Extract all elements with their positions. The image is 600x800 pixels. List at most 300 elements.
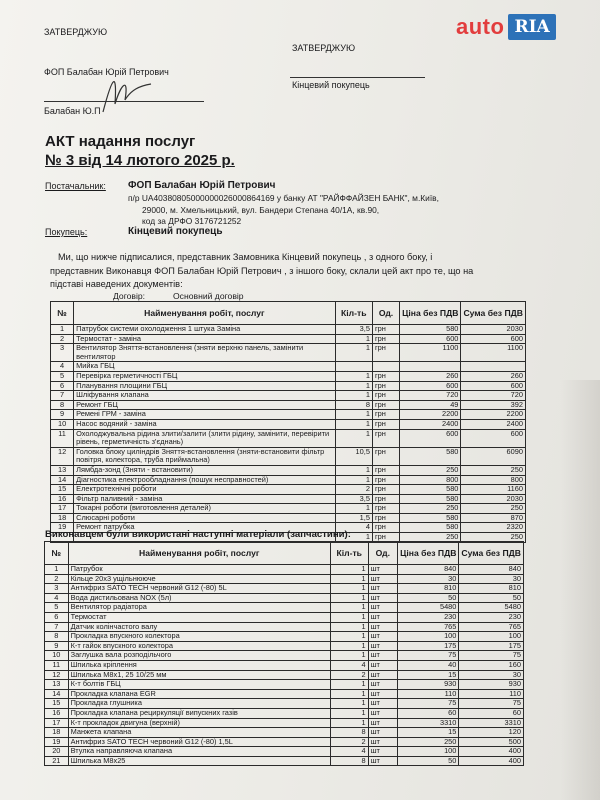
services-cell-sum: 2030 <box>461 325 526 335</box>
approval-left-signature: Балабан Ю.П <box>44 106 101 116</box>
services-cell-name: Фільтр паливний - заміна <box>74 494 335 504</box>
materials-cell-number: 4 <box>45 593 69 603</box>
materials-cell-unit: шт <box>368 728 398 738</box>
materials-cell-price: 930 <box>398 680 459 690</box>
materials-cell-qty: 8 <box>330 756 368 766</box>
services-row <box>51 371 526 381</box>
materials-cell-price: 110 <box>398 689 459 699</box>
services-cell-unit: грн <box>372 410 399 420</box>
services-cell-sum: 1160 <box>461 485 526 495</box>
services-cell-unit: грн <box>372 475 399 485</box>
services-cell-name: Ремені ГРМ - заміна <box>74 410 335 420</box>
services-cell-qty: 1 <box>335 533 372 543</box>
services-cell-price: 580 <box>400 523 461 533</box>
services-cell-qty: 1 <box>335 344 372 362</box>
services-cell-price: 250 <box>400 465 461 475</box>
services-cell-name: Термостат - заміна <box>74 334 335 344</box>
act-number: № 3 від 14 лютого 2025 р. <box>45 152 235 169</box>
services-cell-qty: 2 <box>335 485 372 495</box>
services-row <box>51 344 526 362</box>
services-cell-qty: 1 <box>335 381 372 391</box>
services-cell-number: 9 <box>51 410 74 420</box>
materials-cell-name: Антифриз SATO TECH червоний G12 (-80) 5L <box>68 584 330 594</box>
page-shadow <box>560 380 600 800</box>
services-row <box>51 334 526 344</box>
services-cell-unit: грн <box>372 504 399 514</box>
materials-header-price: Ціна без ПДВ <box>398 542 459 565</box>
materials-row <box>45 603 524 613</box>
services-cell-number: 3 <box>51 344 74 362</box>
services-cell-number: 5 <box>51 371 74 381</box>
approval-left-name: ФОП Балабан Юрій Петрович <box>44 67 169 77</box>
materials-cell-name: Вода дистильована NOX (5л) <box>68 593 330 603</box>
services-cell-price: 600 <box>400 429 461 447</box>
materials-cell-number: 11 <box>45 660 69 670</box>
services-cell-number: 7 <box>51 391 74 401</box>
services-cell-name: Планування площини ГБЦ <box>74 381 335 391</box>
materials-cell-sum: 50 <box>459 593 524 603</box>
buyer-name: Кінцевий покупець <box>128 226 223 237</box>
materials-cell-price: 75 <box>398 699 459 709</box>
materials-cell-price: 810 <box>398 584 459 594</box>
services-cell-qty <box>335 362 372 372</box>
materials-cell-price: 30 <box>398 574 459 584</box>
services-cell-qty: 1 <box>335 504 372 514</box>
signature-line-right <box>290 77 425 78</box>
supplier-name: ФОП Балабан Юрій Петрович <box>128 180 276 191</box>
services-cell-number: 12 <box>51 447 74 465</box>
materials-row <box>45 584 524 594</box>
materials-cell-qty: 4 <box>330 660 368 670</box>
services-cell-qty: 1 <box>335 410 372 420</box>
materials-cell-qty: 4 <box>330 747 368 757</box>
intro-line-2: представник Виконавця ФОП Балабан Юрій Петрович , з іншого боку, склали цей акт про те, що на <box>50 266 474 276</box>
materials-cell-unit: шт <box>368 593 398 603</box>
services-cell-sum <box>461 362 526 372</box>
services-cell-price: 800 <box>400 475 461 485</box>
supplier-label: Постачальник: <box>45 181 106 191</box>
materials-cell-sum: 3310 <box>459 718 524 728</box>
materials-cell-price: 250 <box>398 737 459 747</box>
materials-cell-price: 765 <box>398 622 459 632</box>
materials-cell-qty: 1 <box>330 593 368 603</box>
services-row <box>51 504 526 514</box>
materials-cell-unit: шт <box>368 670 398 680</box>
materials-cell-sum: 75 <box>459 651 524 661</box>
services-header-unit: Од. <box>372 302 399 325</box>
services-cell-name: Ремонт патрубка <box>74 523 335 533</box>
materials-cell-unit: шт <box>368 737 398 747</box>
services-cell-price: 2200 <box>400 410 461 420</box>
materials-cell-sum: 160 <box>459 660 524 670</box>
materials-cell-sum: 100 <box>459 632 524 642</box>
materials-cell-name: К-т болтів ГБЦ <box>68 680 330 690</box>
materials-cell-price: 50 <box>398 756 459 766</box>
services-cell-sum: 392 <box>461 400 526 410</box>
materials-cell-unit: шт <box>368 747 398 757</box>
materials-cell-price: 5480 <box>398 603 459 613</box>
materials-cell-number: 13 <box>45 680 69 690</box>
services-cell-qty: 1 <box>335 475 372 485</box>
services-header-row <box>51 302 526 325</box>
services-cell-number: 6 <box>51 381 74 391</box>
materials-cell-number: 9 <box>45 641 69 651</box>
services-cell-qty: 1 <box>335 391 372 401</box>
services-cell-number: 4 <box>51 362 74 372</box>
materials-cell-price: 40 <box>398 660 459 670</box>
services-cell-price: 580 <box>400 447 461 465</box>
materials-cell-number: 6 <box>45 612 69 622</box>
materials-cell-number: 5 <box>45 603 69 613</box>
services-cell-sum: 250 <box>461 533 526 543</box>
materials-cell-sum: 120 <box>459 728 524 738</box>
approval-right-role: Кінцевий покупець <box>292 80 370 90</box>
services-cell-unit: грн <box>372 485 399 495</box>
materials-cell-qty: 1 <box>330 565 368 575</box>
materials-cell-number: 14 <box>45 689 69 699</box>
materials-cell-number: 3 <box>45 584 69 594</box>
materials-cell-price: 50 <box>398 593 459 603</box>
services-cell-qty: 4 <box>335 523 372 533</box>
act-title: АКТ надання послуг <box>45 133 196 150</box>
approval-left-heading: ЗАТВЕРДЖУЮ <box>44 27 108 37</box>
materials-cell-sum: 930 <box>459 680 524 690</box>
services-cell-number: 13 <box>51 465 74 475</box>
materials-row <box>45 689 524 699</box>
materials-cell-sum: 30 <box>459 670 524 680</box>
services-cell-sum: 800 <box>461 475 526 485</box>
services-cell-sum: 2320 <box>461 523 526 533</box>
materials-cell-unit: шт <box>368 651 398 661</box>
services-cell-price: 720 <box>400 391 461 401</box>
materials-cell-qty: 1 <box>330 612 368 622</box>
materials-row <box>45 756 524 766</box>
materials-cell-sum: 765 <box>459 622 524 632</box>
materials-cell-qty: 1 <box>330 603 368 613</box>
services-cell-sum: 2200 <box>461 410 526 420</box>
materials-cell-name: Прокладка клапана EGR <box>68 689 330 699</box>
materials-cell-unit: шт <box>368 641 398 651</box>
services-row <box>51 325 526 335</box>
materials-row <box>45 565 524 575</box>
materials-cell-sum: 110 <box>459 689 524 699</box>
materials-cell-qty: 1 <box>330 641 368 651</box>
materials-cell-sum: 60 <box>459 708 524 718</box>
materials-header-qty: Кіл-ть <box>330 542 368 565</box>
services-cell-number: 1 <box>51 325 74 335</box>
services-cell-sum: 870 <box>461 513 526 523</box>
materials-cell-qty: 1 <box>330 680 368 690</box>
services-cell-price: 600 <box>400 381 461 391</box>
materials-row <box>45 728 524 738</box>
materials-cell-price: 100 <box>398 632 459 642</box>
materials-row <box>45 680 524 690</box>
materials-cell-unit: шт <box>368 660 398 670</box>
materials-cell-number: 16 <box>45 708 69 718</box>
materials-cell-name: К-т прокладок двигуна (верхній) <box>68 718 330 728</box>
materials-cell-qty: 1 <box>330 632 368 642</box>
services-cell-qty: 3,5 <box>335 325 372 335</box>
services-row <box>51 419 526 429</box>
materials-header-sum: Сума без ПДВ <box>459 542 524 565</box>
services-cell-unit: грн <box>372 400 399 410</box>
services-cell-qty: 10,5 <box>335 447 372 465</box>
services-cell-unit: грн <box>372 513 399 523</box>
services-cell-number: 10 <box>51 419 74 429</box>
services-cell-qty: 1 <box>335 371 372 381</box>
services-cell-qty: 1 <box>335 334 372 344</box>
services-row <box>51 362 526 372</box>
materials-cell-name: Патрубок <box>68 565 330 575</box>
materials-cell-name: Прокладка глушника <box>68 699 330 709</box>
contract-label: Договір: <box>113 291 146 301</box>
materials-cell-price: 3310 <box>398 718 459 728</box>
services-cell-price: 580 <box>400 494 461 504</box>
services-cell-price: 250 <box>400 533 461 543</box>
materials-cell-qty: 1 <box>330 718 368 728</box>
services-cell-name: Ремонт ГБЦ <box>74 400 335 410</box>
services-cell-unit: грн <box>372 344 399 362</box>
materials-cell-unit: шт <box>368 584 398 594</box>
auto-ria-watermark <box>456 14 556 40</box>
services-cell-unit: грн <box>372 533 399 543</box>
materials-row <box>45 747 524 757</box>
services-cell-unit: грн <box>372 334 399 344</box>
materials-cell-unit: шт <box>368 680 398 690</box>
services-cell-sum: 600 <box>461 334 526 344</box>
materials-cell-number: 2 <box>45 574 69 584</box>
services-row <box>51 475 526 485</box>
services-cell-sum: 1100 <box>461 344 526 362</box>
services-cell-name: Мийка ГБЦ <box>74 362 335 372</box>
services-cell-sum: 720 <box>461 391 526 401</box>
materials-cell-sum: 400 <box>459 756 524 766</box>
services-table <box>50 301 526 543</box>
services-cell-unit: грн <box>372 391 399 401</box>
materials-row <box>45 651 524 661</box>
services-cell-qty: 1 <box>335 465 372 475</box>
services-cell-unit <box>372 362 399 372</box>
services-row <box>51 391 526 401</box>
services-cell-price: 2400 <box>400 419 461 429</box>
materials-cell-name: К-т гайок впускного колектора <box>68 641 330 651</box>
materials-cell-qty: 1 <box>330 574 368 584</box>
services-cell-price <box>400 362 461 372</box>
materials-cell-sum: 175 <box>459 641 524 651</box>
materials-cell-price: 15 <box>398 728 459 738</box>
services-cell-number: 19 <box>51 523 74 533</box>
services-cell-name: Патрубок системи охолодження 1 штука Заміна <box>74 325 335 335</box>
services-cell-name: Шліфування клапана <box>74 391 335 401</box>
materials-row <box>45 660 524 670</box>
materials-cell-sum: 810 <box>459 584 524 594</box>
materials-cell-number: 20 <box>45 747 69 757</box>
services-cell-name: Слюсарні роботи <box>74 513 335 523</box>
signature-scribble-icon <box>95 64 155 119</box>
materials-header-name: Найменування робіт, послуг <box>68 542 330 565</box>
materials-cell-unit: шт <box>368 699 398 709</box>
services-cell-sum: 250 <box>461 504 526 514</box>
materials-cell-sum: 840 <box>459 565 524 575</box>
services-cell-sum: 250 <box>461 465 526 475</box>
materials-cell-qty: 2 <box>330 670 368 680</box>
materials-cell-qty: 1 <box>330 622 368 632</box>
materials-cell-name: Прокладка впускного колектора <box>68 632 330 642</box>
materials-cell-unit: шт <box>368 622 398 632</box>
services-cell-unit: грн <box>372 447 399 465</box>
services-cell-name: Перевірка герметичності ГБЦ <box>74 371 335 381</box>
services-cell-price: 250 <box>400 504 461 514</box>
materials-cell-number: 1 <box>45 565 69 575</box>
materials-cell-number: 10 <box>45 651 69 661</box>
services-cell-name: Діагностика електрообладнання (пошук несправностей) <box>74 475 335 485</box>
services-row <box>51 429 526 447</box>
services-header-number: № <box>51 302 74 325</box>
materials-cell-name: Шпилька М8x1, 25 10/25 мм <box>68 670 330 680</box>
materials-row <box>45 708 524 718</box>
materials-cell-sum: 500 <box>459 737 524 747</box>
services-cell-unit: грн <box>372 381 399 391</box>
services-cell-qty: 3,5 <box>335 494 372 504</box>
materials-cell-unit: шт <box>368 708 398 718</box>
materials-cell-price: 230 <box>398 612 459 622</box>
materials-cell-sum: 400 <box>459 747 524 757</box>
services-cell-qty: 1,5 <box>335 513 372 523</box>
services-cell-name: Охолоджувальна рідина злити/залити (злити рідину, замінити, перевірити рівень, герметичність з'єднань) <box>74 429 335 447</box>
services-cell-price: 260 <box>400 371 461 381</box>
materials-cell-qty: 8 <box>330 728 368 738</box>
materials-cell-sum: 30 <box>459 574 524 584</box>
materials-cell-price: 75 <box>398 651 459 661</box>
services-cell-sum: 600 <box>461 381 526 391</box>
materials-cell-number: 21 <box>45 756 69 766</box>
materials-cell-name: Кільце 20x3 ущільнююче <box>68 574 330 584</box>
services-cell-sum: 2030 <box>461 494 526 504</box>
services-cell-number: 8 <box>51 400 74 410</box>
materials-row <box>45 622 524 632</box>
services-cell-qty: 1 <box>335 419 372 429</box>
services-row <box>51 447 526 465</box>
materials-row <box>45 612 524 622</box>
materials-cell-name: Манжета клапана <box>68 728 330 738</box>
services-cell-unit: грн <box>372 494 399 504</box>
services-row <box>51 381 526 391</box>
materials-cell-number: 19 <box>45 737 69 747</box>
materials-cell-unit: шт <box>368 632 398 642</box>
materials-cell-sum: 5480 <box>459 603 524 613</box>
materials-row <box>45 641 524 651</box>
materials-cell-name: Втулка направляюча клапана <box>68 747 330 757</box>
materials-cell-number: 7 <box>45 622 69 632</box>
materials-header-unit: Од. <box>368 542 398 565</box>
supplier-code: код за ДРФО 3176721252 <box>142 216 242 226</box>
materials-row <box>45 670 524 680</box>
materials-cell-name: Заглушка вала розподільчого <box>68 651 330 661</box>
materials-heading: Виконавцем були використані наступні матеріали (запчастини): <box>45 529 351 540</box>
materials-cell-sum: 75 <box>459 699 524 709</box>
materials-cell-sum: 230 <box>459 612 524 622</box>
services-cell-number: 17 <box>51 504 74 514</box>
materials-row <box>45 632 524 642</box>
materials-row <box>45 593 524 603</box>
supplier-account: п/р UA403808050000000260008641​69 у банку АТ "РАЙФФАЙЗЕН БАНК", м.Київ, <box>128 193 439 203</box>
services-cell-sum: 600 <box>461 429 526 447</box>
services-cell-price: 1100 <box>400 344 461 362</box>
services-cell-number: 18 <box>51 513 74 523</box>
watermark-auto-text: auto <box>456 14 505 39</box>
materials-cell-name: Шпилька кріплення <box>68 660 330 670</box>
materials-cell-number: 18 <box>45 728 69 738</box>
services-row <box>51 494 526 504</box>
services-cell-number: 16 <box>51 494 74 504</box>
materials-cell-number: 17 <box>45 718 69 728</box>
materials-cell-unit: шт <box>368 689 398 699</box>
services-cell-name: Вентилятор Зняття-встановлення (зняти верхню панель, замінити вентилятор <box>74 344 335 362</box>
services-cell-number: 15 <box>51 485 74 495</box>
materials-row <box>45 737 524 747</box>
materials-cell-name: Вентилятор радіатора <box>68 603 330 613</box>
materials-cell-unit: шт <box>368 603 398 613</box>
services-cell-price: 580 <box>400 485 461 495</box>
services-cell-price: 49 <box>400 400 461 410</box>
services-header-name: Найменування робіт, послуг <box>74 302 335 325</box>
services-cell-sum: 260 <box>461 371 526 381</box>
materials-cell-name: Шпилька М8x25 <box>68 756 330 766</box>
contract-value: Основний договір <box>173 291 244 301</box>
services-header-qty: Кіл-ть <box>335 302 372 325</box>
materials-cell-qty: 1 <box>330 708 368 718</box>
materials-cell-price: 840 <box>398 565 459 575</box>
services-row <box>51 400 526 410</box>
materials-cell-unit: шт <box>368 612 398 622</box>
materials-header-row <box>45 542 524 565</box>
services-cell-number: 14 <box>51 475 74 485</box>
materials-cell-unit: шт <box>368 574 398 584</box>
materials-row <box>45 574 524 584</box>
materials-cell-price: 60 <box>398 708 459 718</box>
services-cell-number: 11 <box>51 429 74 447</box>
services-cell-price: 600 <box>400 334 461 344</box>
services-row <box>51 410 526 420</box>
materials-cell-qty: 1 <box>330 651 368 661</box>
services-cell-unit: грн <box>372 429 399 447</box>
materials-cell-name: Прокладка клапана рециркуляції випускних газів <box>68 708 330 718</box>
services-cell-number: 2 <box>51 334 74 344</box>
materials-cell-name: Датчик колінчастого валу <box>68 622 330 632</box>
services-cell-unit: грн <box>372 523 399 533</box>
materials-header-number: № <box>45 542 69 565</box>
materials-cell-price: 15 <box>398 670 459 680</box>
services-cell-price: 580 <box>400 325 461 335</box>
services-cell-qty: 1 <box>335 429 372 447</box>
materials-cell-number: 8 <box>45 632 69 642</box>
services-cell-unit: грн <box>372 325 399 335</box>
services-row <box>51 513 526 523</box>
services-cell-name: Електротехнічні роботи <box>74 485 335 495</box>
materials-cell-price: 175 <box>398 641 459 651</box>
services-cell-name: Головка блоку циліндрів Зняття-встановлення (зняти-встановити фільтр повітря, колектора, труба приймальна) <box>74 447 335 465</box>
materials-cell-name: Термостат <box>68 612 330 622</box>
services-cell-sum: 6090 <box>461 447 526 465</box>
materials-cell-price: 100 <box>398 747 459 757</box>
services-cell-price: 580 <box>400 513 461 523</box>
services-cell-unit: грн <box>372 419 399 429</box>
services-cell-sum: 2400 <box>461 419 526 429</box>
buyer-label: Покупець: <box>45 227 88 237</box>
intro-line-1: Ми, що нижче підписалися, представник Замовника Кінцевий покупець , з одного боку, і <box>58 252 433 262</box>
services-row <box>51 485 526 495</box>
materials-cell-unit: шт <box>368 565 398 575</box>
